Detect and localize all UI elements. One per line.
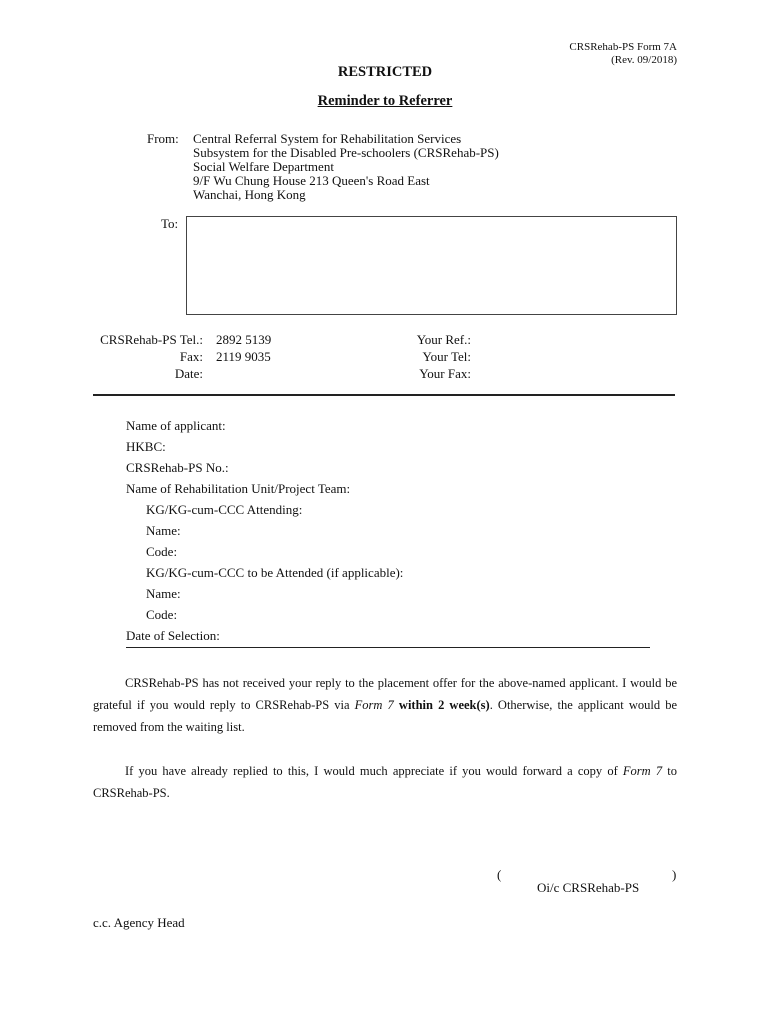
from-line: Social Welfare Department (193, 159, 334, 174)
divider (126, 647, 650, 648)
tel-label: CRSRehab-PS Tel.: (100, 332, 203, 347)
from-line: Central Referral System for Rehabilitation Services (193, 131, 462, 146)
signature-open-paren: ( (497, 867, 502, 882)
reply-deadline: within 2 week(s) (398, 698, 490, 712)
from-label: From: (147, 131, 179, 146)
kg-attending-label: KG/KG-cum-CCC Attending: (146, 502, 303, 517)
fax-label: Fax: (179, 349, 203, 364)
from-line: 9/F Wu Chung House 213 Queen's Road East (193, 173, 430, 188)
rehab-unit-label: Name of Rehabilitation Unit/Project Team: (126, 481, 351, 496)
classification-heading: RESTRICTED (337, 64, 433, 80)
applicant-name-label: Name of applicant: (126, 418, 226, 433)
form-reference: Form 7 (622, 764, 663, 778)
to-label: To: (161, 216, 179, 231)
your-ref-label: Your Ref.: (416, 332, 471, 347)
form-number: CRSRehab-PS Form 7A (569, 41, 677, 53)
to-address-box[interactable] (186, 216, 677, 315)
revision-date: (Rev. 09/2018) (611, 54, 677, 66)
tel-value: 2892 5139 (216, 332, 272, 347)
your-tel-label: Your Tel: (422, 349, 471, 364)
signatory-title: Oi/c CRSRehab-PS (537, 880, 640, 895)
crsrehab-no-label: CRSRehab-PS No.: (126, 460, 229, 475)
reminder-paragraph: CRSRehab-PS has not received your reply to the placement offer for the above-named applicant. I would be grateful if you would reply to CRSRehab-PS via Form 7 within 2 week(s). Otherwise, the applicant would be removed from the waiting list. (93, 676, 677, 734)
your-fax-label: Your Fax: (419, 366, 471, 381)
cc-line: c.c. Agency Head (93, 915, 185, 930)
signature-close-paren: ) (672, 867, 677, 882)
kg-to-attend-label: KG/KG-cum-CCC to be Attended (if applicable): (146, 565, 404, 580)
selection-date-label: Date of Selection: (126, 628, 220, 643)
from-line: Wanchai, Hong Kong (193, 187, 306, 202)
kg-to-attend-name-label: Name: (146, 586, 181, 601)
hkbc-label: HKBC: (126, 439, 166, 454)
kg-to-attend-code-label: Code: (146, 607, 178, 622)
page-title: Reminder to Referrer (317, 93, 453, 109)
kg-attending-name-label: Name: (146, 523, 181, 538)
kg-attending-code-label: Code: (146, 544, 178, 559)
forward-copy-paragraph: If you have already replied to this, I would much appreciate if you would forward a copy of Form 7 to CRSRehab-PS. (93, 764, 677, 800)
divider (93, 394, 675, 396)
fax-value: 2119 9035 (216, 349, 271, 364)
from-line: Subsystem for the Disabled Pre-schoolers (CRSRehab-PS) (193, 145, 499, 160)
date-label: Date: (174, 366, 203, 381)
form-reference: Form 7 (354, 698, 394, 712)
